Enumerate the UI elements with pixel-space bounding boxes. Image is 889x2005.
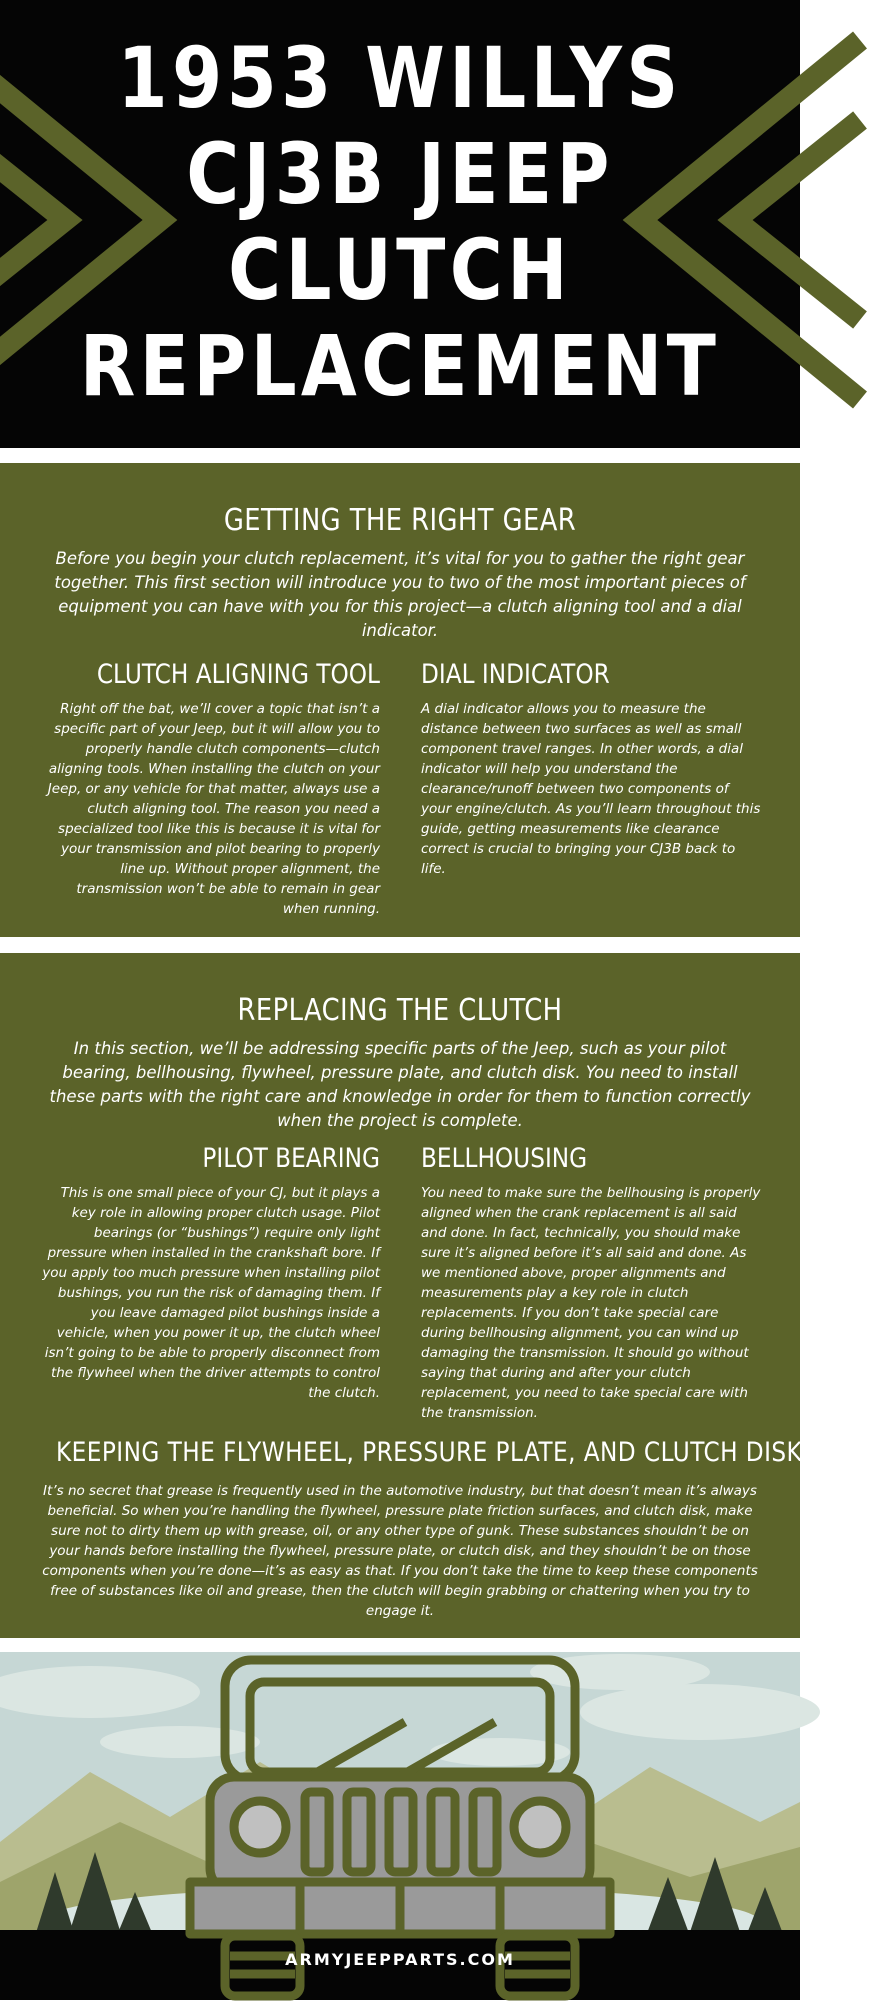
- header-banner: [0, 0, 800, 448]
- clean-components-text: It’s no secret that grease is frequently used in the automotive industry, but that doesn’t mean it’s always beneficial. So when you’re handling the flywheel, pressure plate friction surfaces, and clutch disk, make sure not to dirty them up with grease, oil, or any other type of gunk. These substances shouldn’t be on your hands before installing the flywheel, pressure plate, or clutch disk, and they shouldn’t be on those components when you’re done—it’s as easy as that. If you don’t take the time to keep these components free of substances like oil and grease, then the clutch will begin grabbing or chattering when you try to engage it.: [42, 1483, 758, 1619]
- section-intro: Before you begin your clutch replacement, it’s vital for you to gather the right gear together. This first section will introduce you to two of the most important pieces of equipment you can have with you for this project—a clutch aligning tool and a dial indicator.: [54, 549, 746, 640]
- pilot-bearing-heading: PILOT BEARING: [202, 1143, 380, 1174]
- section-replacing-clutch: [0, 953, 889, 1638]
- clutch-aligning-tool-heading: CLUTCH ALIGNING TOOL: [96, 659, 380, 690]
- title-line: CJ3B JEEP: [186, 125, 614, 223]
- section-title: GETTING THE RIGHT GEAR: [223, 503, 577, 538]
- section-title: REPLACING THE CLUTCH: [237, 993, 563, 1028]
- page-title: [56, 30, 744, 414]
- clean-components-heading: KEEPING THE FLYWHEEL, PRESSURE PLATE, AND CLUTCH DISK CLEAN: [56, 1437, 889, 1468]
- dial-indicator-text: A dial indicator allows you to measure the distance between two surfaces as well as small component travel ranges. In other words, a dial indicator will help you understand the clearance/runoff between two components of your engine/clutch. As you’ll learn throughout this guide, getting measurements like clearance correct is crucial to bringing your CJ3B back to life.: [421, 701, 761, 877]
- section-intro: In this section, we’ll be addressing specific parts of the Jeep, such as your pilot bearing, bellhousing, flywheel, pressure plate, and clutch disk. You need to install these parts with the right care and knowledge in order for them to function correctly when the project is complete.: [49, 1039, 751, 1130]
- title-line: 1953 WILLYS: [117, 29, 683, 127]
- section-getting-right-gear: [0, 463, 800, 937]
- dial-indicator-heading: DIAL INDICATOR: [421, 659, 610, 690]
- pilot-bearing-text: This is one small piece of your CJ, but it plays a key role in allowing proper clutch usage. Pilot bearings (or “bushings”) require only light pressure when installed in the crankshaft bore. If you apply too much pressure when installing pilot bushings, you run the risk of damaging them. If you leave damaged pilot bushings inside a vehicle, when you power it up, the clutch wheel isn’t going to be able to properly disconnect from the flywheel when the driver attempts to control the clutch.: [42, 1185, 380, 1401]
- clutch-aligning-tool-text: Right off the bat, we’ll cover a topic that isn’t a specific part of your Jeep, but it will allow you to properly handle clutch components—clutch aligning tools. When installing the clutch on your Jeep, or any vehicle for that matter, always use a clutch aligning tool. The reason you need a specialized tool like this is because it is vital for your transmission and pilot bearing to properly line up. Without proper alignment, the transmission won’t be able to remain in gear when running.: [47, 701, 380, 917]
- title-line: REPLACEMENT: [79, 317, 721, 415]
- jeep-scene: [0, 1652, 800, 2000]
- title-line: CLUTCH: [228, 221, 572, 319]
- bellhousing-heading: BELLHOUSING: [421, 1143, 588, 1174]
- footer-website-url[interactable]: ARMYJEEPPARTS.COM: [285, 1950, 515, 1969]
- bellhousing-text: You need to make sure the bellhousing is properly aligned when the crank replacement is all said and done. In fact, technically, you should make sure it’s aligned before it’s all said and done. As we mentioned above, proper alignments and measurements play a key role in clutch replacements. If you don’t take special care during bellhousing alignment, you can wind up damaging the transmission. It should go without saying that during and after your clutch replacement, you need to take special care with the transmission.: [421, 1185, 761, 1421]
